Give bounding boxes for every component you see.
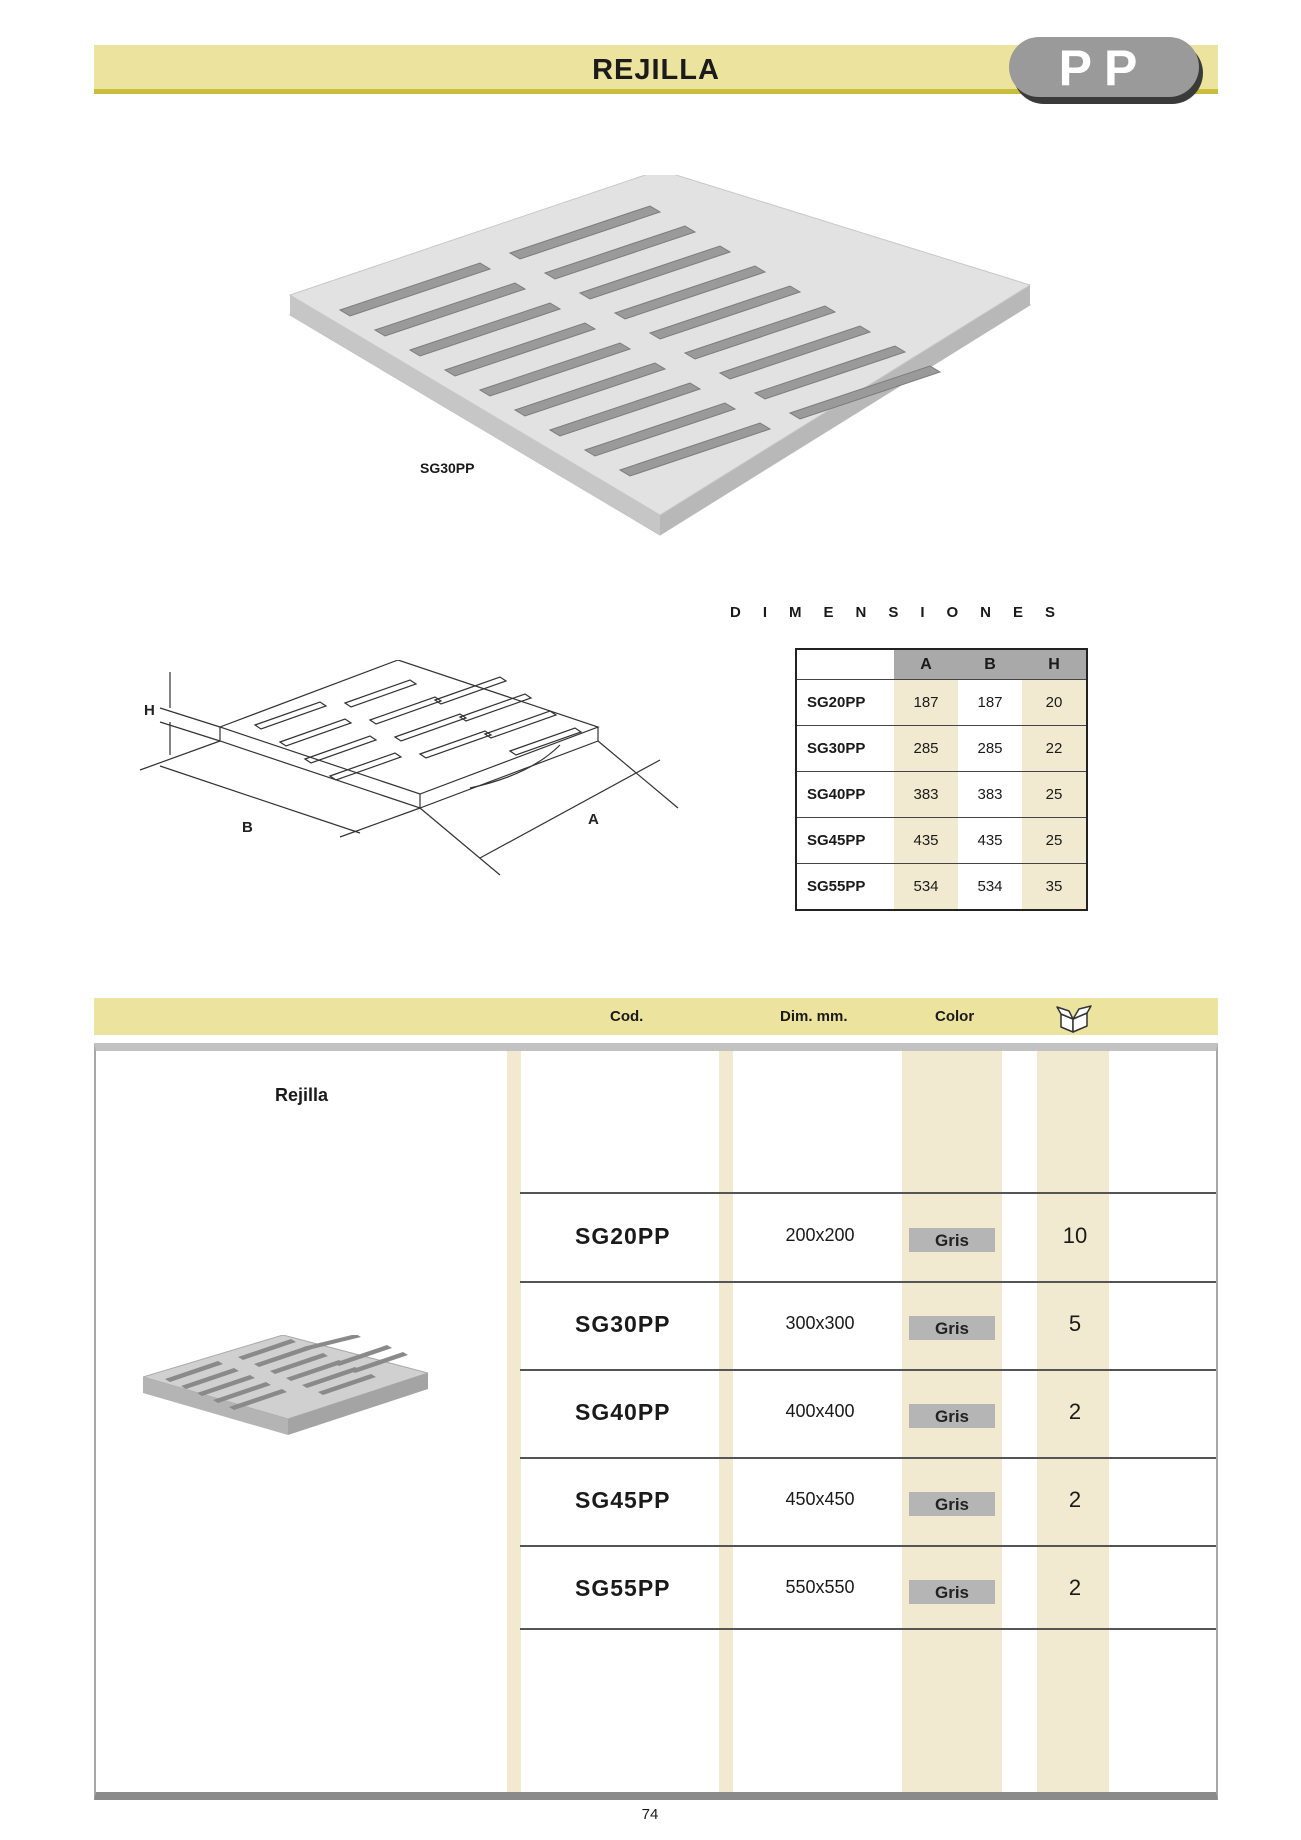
photo-caption: SG30PP: [420, 460, 475, 476]
row-code: SG55PP: [575, 1575, 671, 1601]
row-separator: [520, 1281, 1216, 1283]
row-qty: 5: [1068, 1311, 1082, 1336]
table-row: [796, 818, 1087, 864]
header-cod: Cod.: [610, 1008, 644, 1025]
row-dim: 450x450: [785, 1489, 855, 1509]
dim-a: 435: [894, 818, 958, 864]
dim-b: 534: [958, 864, 1022, 911]
row-separator: [520, 1628, 1216, 1630]
dimension-diagram: [130, 660, 690, 880]
dim-code: SG55PP: [796, 864, 894, 911]
catalog-header-band: [94, 998, 1218, 1035]
product-name: Rejilla: [275, 1085, 329, 1105]
row-dim: 300x300: [785, 1313, 855, 1333]
row-separator: [520, 1369, 1216, 1371]
dimensions-corner: [796, 649, 894, 680]
dim-h: 25: [1022, 772, 1087, 818]
row-separator: [520, 1545, 1216, 1547]
grating-photo: [280, 175, 1040, 545]
material-badge: PP: [1009, 37, 1199, 97]
row-qty: 10: [1062, 1223, 1088, 1248]
row-code: SG20PP: [575, 1223, 671, 1249]
dim-b: 435: [958, 818, 1022, 864]
header-color: Color: [935, 1008, 975, 1025]
row-color: Gris: [909, 1228, 995, 1252]
dim-a: 285: [894, 726, 958, 772]
box-icon: [1053, 1002, 1093, 1034]
table-row: [796, 772, 1087, 818]
table-row: [796, 864, 1087, 911]
row-dim: 550x550: [785, 1577, 855, 1597]
row-code: SG30PP: [575, 1311, 671, 1337]
row-code: SG45PP: [575, 1487, 671, 1513]
dim-a: 534: [894, 864, 958, 911]
row-dim: 200x200: [785, 1225, 855, 1245]
label-a: A: [588, 811, 599, 828]
header-dim: Dim. mm.: [780, 1008, 848, 1025]
dim-col-a: A: [894, 649, 958, 680]
dim-b: 187: [958, 680, 1022, 726]
label-b: B: [242, 819, 253, 836]
dim-code: SG40PP: [796, 772, 894, 818]
row-code: SG40PP: [575, 1399, 671, 1425]
column-stripe: [507, 1051, 521, 1792]
row-color: Gris: [909, 1580, 995, 1604]
dim-code: SG45PP: [796, 818, 894, 864]
dim-h: 20: [1022, 680, 1087, 726]
dimensions-table: [795, 648, 1088, 911]
row-separator: [520, 1457, 1216, 1459]
table-row: [796, 680, 1087, 726]
label-h: H: [144, 702, 155, 719]
row-color: Gris: [909, 1404, 995, 1428]
row-qty: 2: [1068, 1399, 1082, 1424]
page-number: 74: [641, 1806, 659, 1823]
dim-a: 187: [894, 680, 958, 726]
grating-thumbnail: [143, 1335, 428, 1465]
table-row: [796, 726, 1087, 772]
dim-a: 383: [894, 772, 958, 818]
row-qty: 2: [1068, 1575, 1082, 1600]
page-title: REJILLA: [592, 54, 720, 86]
row-qty: 2: [1068, 1487, 1082, 1512]
dimensions-heading: DIMENSIONES: [730, 604, 1078, 621]
dim-h: 35: [1022, 864, 1087, 911]
dim-h: 22: [1022, 726, 1087, 772]
row-separator: [520, 1192, 1216, 1194]
dim-code: SG20PP: [796, 680, 894, 726]
dim-b: 383: [958, 772, 1022, 818]
dim-col-h: H: [1022, 649, 1087, 680]
row-dim: 400x400: [785, 1401, 855, 1421]
row-color: Gris: [909, 1316, 995, 1340]
dim-code: SG30PP: [796, 726, 894, 772]
row-color: Gris: [909, 1492, 995, 1516]
dim-b: 285: [958, 726, 1022, 772]
dim-col-b: B: [958, 649, 1022, 680]
dim-h: 25: [1022, 818, 1087, 864]
